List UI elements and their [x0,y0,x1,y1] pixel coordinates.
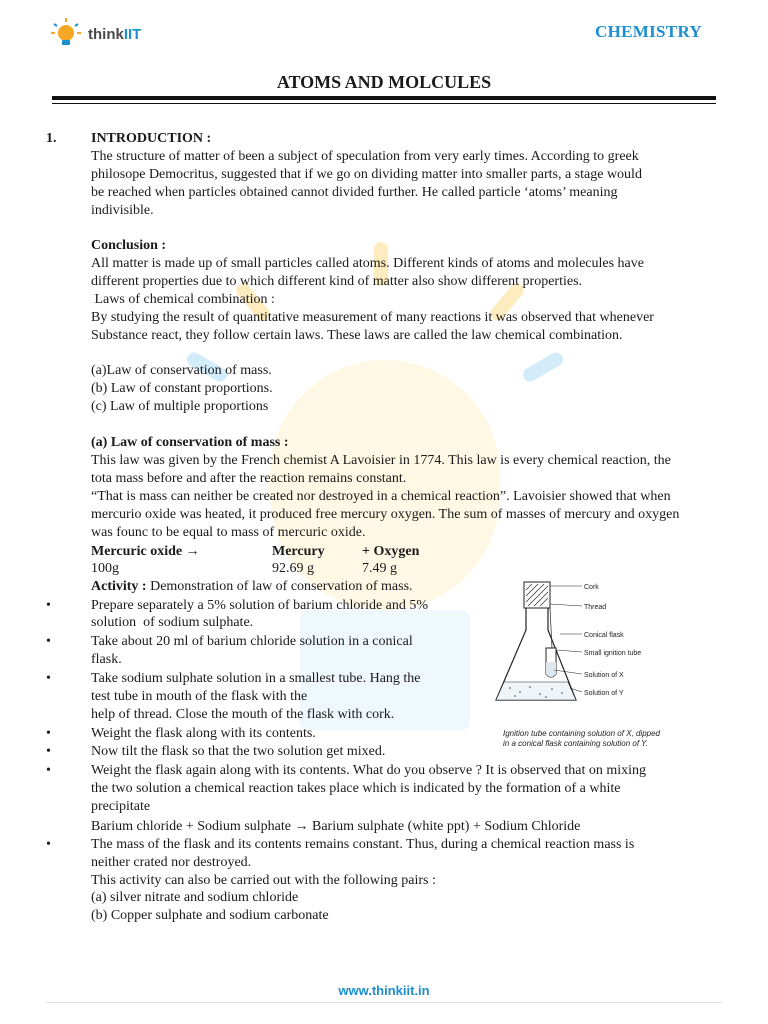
conclusion-line: By studying the result of quantitative measurement of many reactions it was observed that whenever [91,310,654,325]
bullet-line: Weight the flask again along with its contents. What do you observe ? It is observed that on mixing [91,763,647,778]
equation-line: Barium chloride + Sodium sulphate → Barium sulphate (white ppt) + Sodium Chloride [91,819,581,834]
label-ignition-tube: Small ignition tube [584,650,642,657]
conclusion-line: Laws of chemical combination : [91,292,275,307]
diagram-caption: Ignition tube containing solution of X, dipped [503,729,661,738]
law-a-line: was founc to be equal to mass of mercuric oxide. [91,525,366,540]
label-conical-flask: Conical flask [584,632,624,639]
section-heading: INTRODUCTION : [91,131,212,146]
thread-shape [550,608,552,648]
brand-name: thinkIIT [88,25,142,43]
section-number: 1. [46,131,57,146]
bullet-line: Take sodium sulphate solution in a smallest tube. Hang the [91,671,421,686]
reaction-header: + Oxygen [362,544,420,559]
bullet-line: help of thread. Close the mouth of the flask with cork. [91,707,395,722]
bullet-line: Take about 20 ml of barium chloride solution in a conical [91,634,413,649]
watermark-bar [520,350,565,384]
solution-x-shape [546,662,556,677]
bullet-line: Now tilt the flask so that the two solution get mixed. [91,744,386,759]
reaction-value: 7.49 g [362,561,397,576]
reaction-value: 100g [91,561,119,576]
label-cork: Cork [584,584,599,591]
bullet-icon: • [46,671,51,686]
bullet-line: (b) Copper sulphate and sodium carbonate [91,908,329,923]
bullet-icon: • [46,763,51,778]
reaction-value: 92.69 g [272,561,314,576]
activity-text: Demonstration of law of conservation of mass. [146,579,413,594]
bullet-line: (a) silver nitrate and sodium chloride [91,890,299,905]
footer-divider [46,1002,722,1003]
cork-shape [524,582,550,608]
law-item: (a)Law of conservation of mass. [91,363,272,378]
conclusion-line: Substance react, they follow certain laws. These laws are called the law chemical combination. [91,328,623,343]
conclusion-line: All matter is made up of small particles called atoms. Different kinds of atoms and molecules have [91,256,644,271]
solution-y-shape [496,682,576,700]
law-a-line: mercurio oxide was heated, it produced free mercury oxygen. The sum of masses of mercury and oxygen [91,507,680,522]
bullet-line: flask. [91,652,122,667]
law-a-line: tota mass before and after the reaction remains constant. [91,471,407,486]
law-item: (c) Law of multiple proportions [91,399,269,414]
reaction-header: Mercuric oxide → [91,544,200,559]
bullet-line: solution of sodium sulphate. [91,615,254,630]
lightbulb-icon [48,16,84,52]
label-solution-x: Solution of X [584,672,624,679]
bullet-line: the two solution a chemical reaction takes place which is indicated by the formation of a white [91,781,621,796]
intro-line: be reached when particles obtained cannot divided further. He called particle ‘atoms’ meaning [91,185,618,200]
bullet-line: neither crated nor destroyed. [91,855,252,870]
brand-logo [48,14,141,54]
conclusion-line: different properties due to which different kind of matter also show different properties. [91,274,583,289]
activity-label: Activity : [91,579,147,594]
activity-line [91,578,413,596]
bullet-icon: • [46,634,51,649]
bullet-line: Prepare separately a 5% solution of barium chloride and 5% [91,598,429,613]
law-item: (b) Law of constant proportions. [91,381,273,396]
footer-url[interactable]: www.thinkiit.in [338,983,430,998]
diagram-caption: in a conical flask containing solution of Y. [503,739,648,748]
label-solution-y: Solution of Y [584,690,624,697]
subject-title: CHEMISTRY [595,22,702,41]
intro-line: indivisible. [91,203,154,218]
title-rule-thin [52,103,716,104]
law-a-line: “That is mass can neither be created nor destroyed in a chemical reaction”. Lavoisier showed that when [91,489,671,504]
bullet-line: Weight the flask along with its contents. [91,726,316,741]
bullet-icon: • [46,837,51,852]
intro-line: philosope Democritus, suggested that if we go on dividing matter into smaller parts, a stage would [91,167,642,182]
bullet-line: test tube in mouth of the flask with the [91,689,308,704]
law-a-heading: (a) Law of conservation of mass : [91,435,289,450]
bullet-icon: • [46,598,51,613]
law-a-line: This law was given by the French chemist A Lavoisier in 1774. This law is every chemical reaction, the [91,453,671,468]
intro-line: The structure of matter of been a subject of speculation from very early times. According to greek [91,149,639,164]
bullet-icon: • [46,726,51,741]
conical-flask-diagram [490,578,690,728]
bullet-icon: • [46,744,51,759]
conclusion-heading: Conclusion : [91,238,167,253]
reaction-header: Mercury [272,544,325,559]
bullet-line: precipitate [91,799,151,814]
bullet-line: This activity can also be carried out with the following pairs : [91,873,436,888]
label-thread: Thread [584,604,607,611]
title-rule [52,96,716,100]
bullet-line: The mass of the flask and its contents remains constant. Thus, during a chemical reaction mass is [91,837,635,852]
page-title: ATOMS AND MOLCULES [276,72,492,92]
